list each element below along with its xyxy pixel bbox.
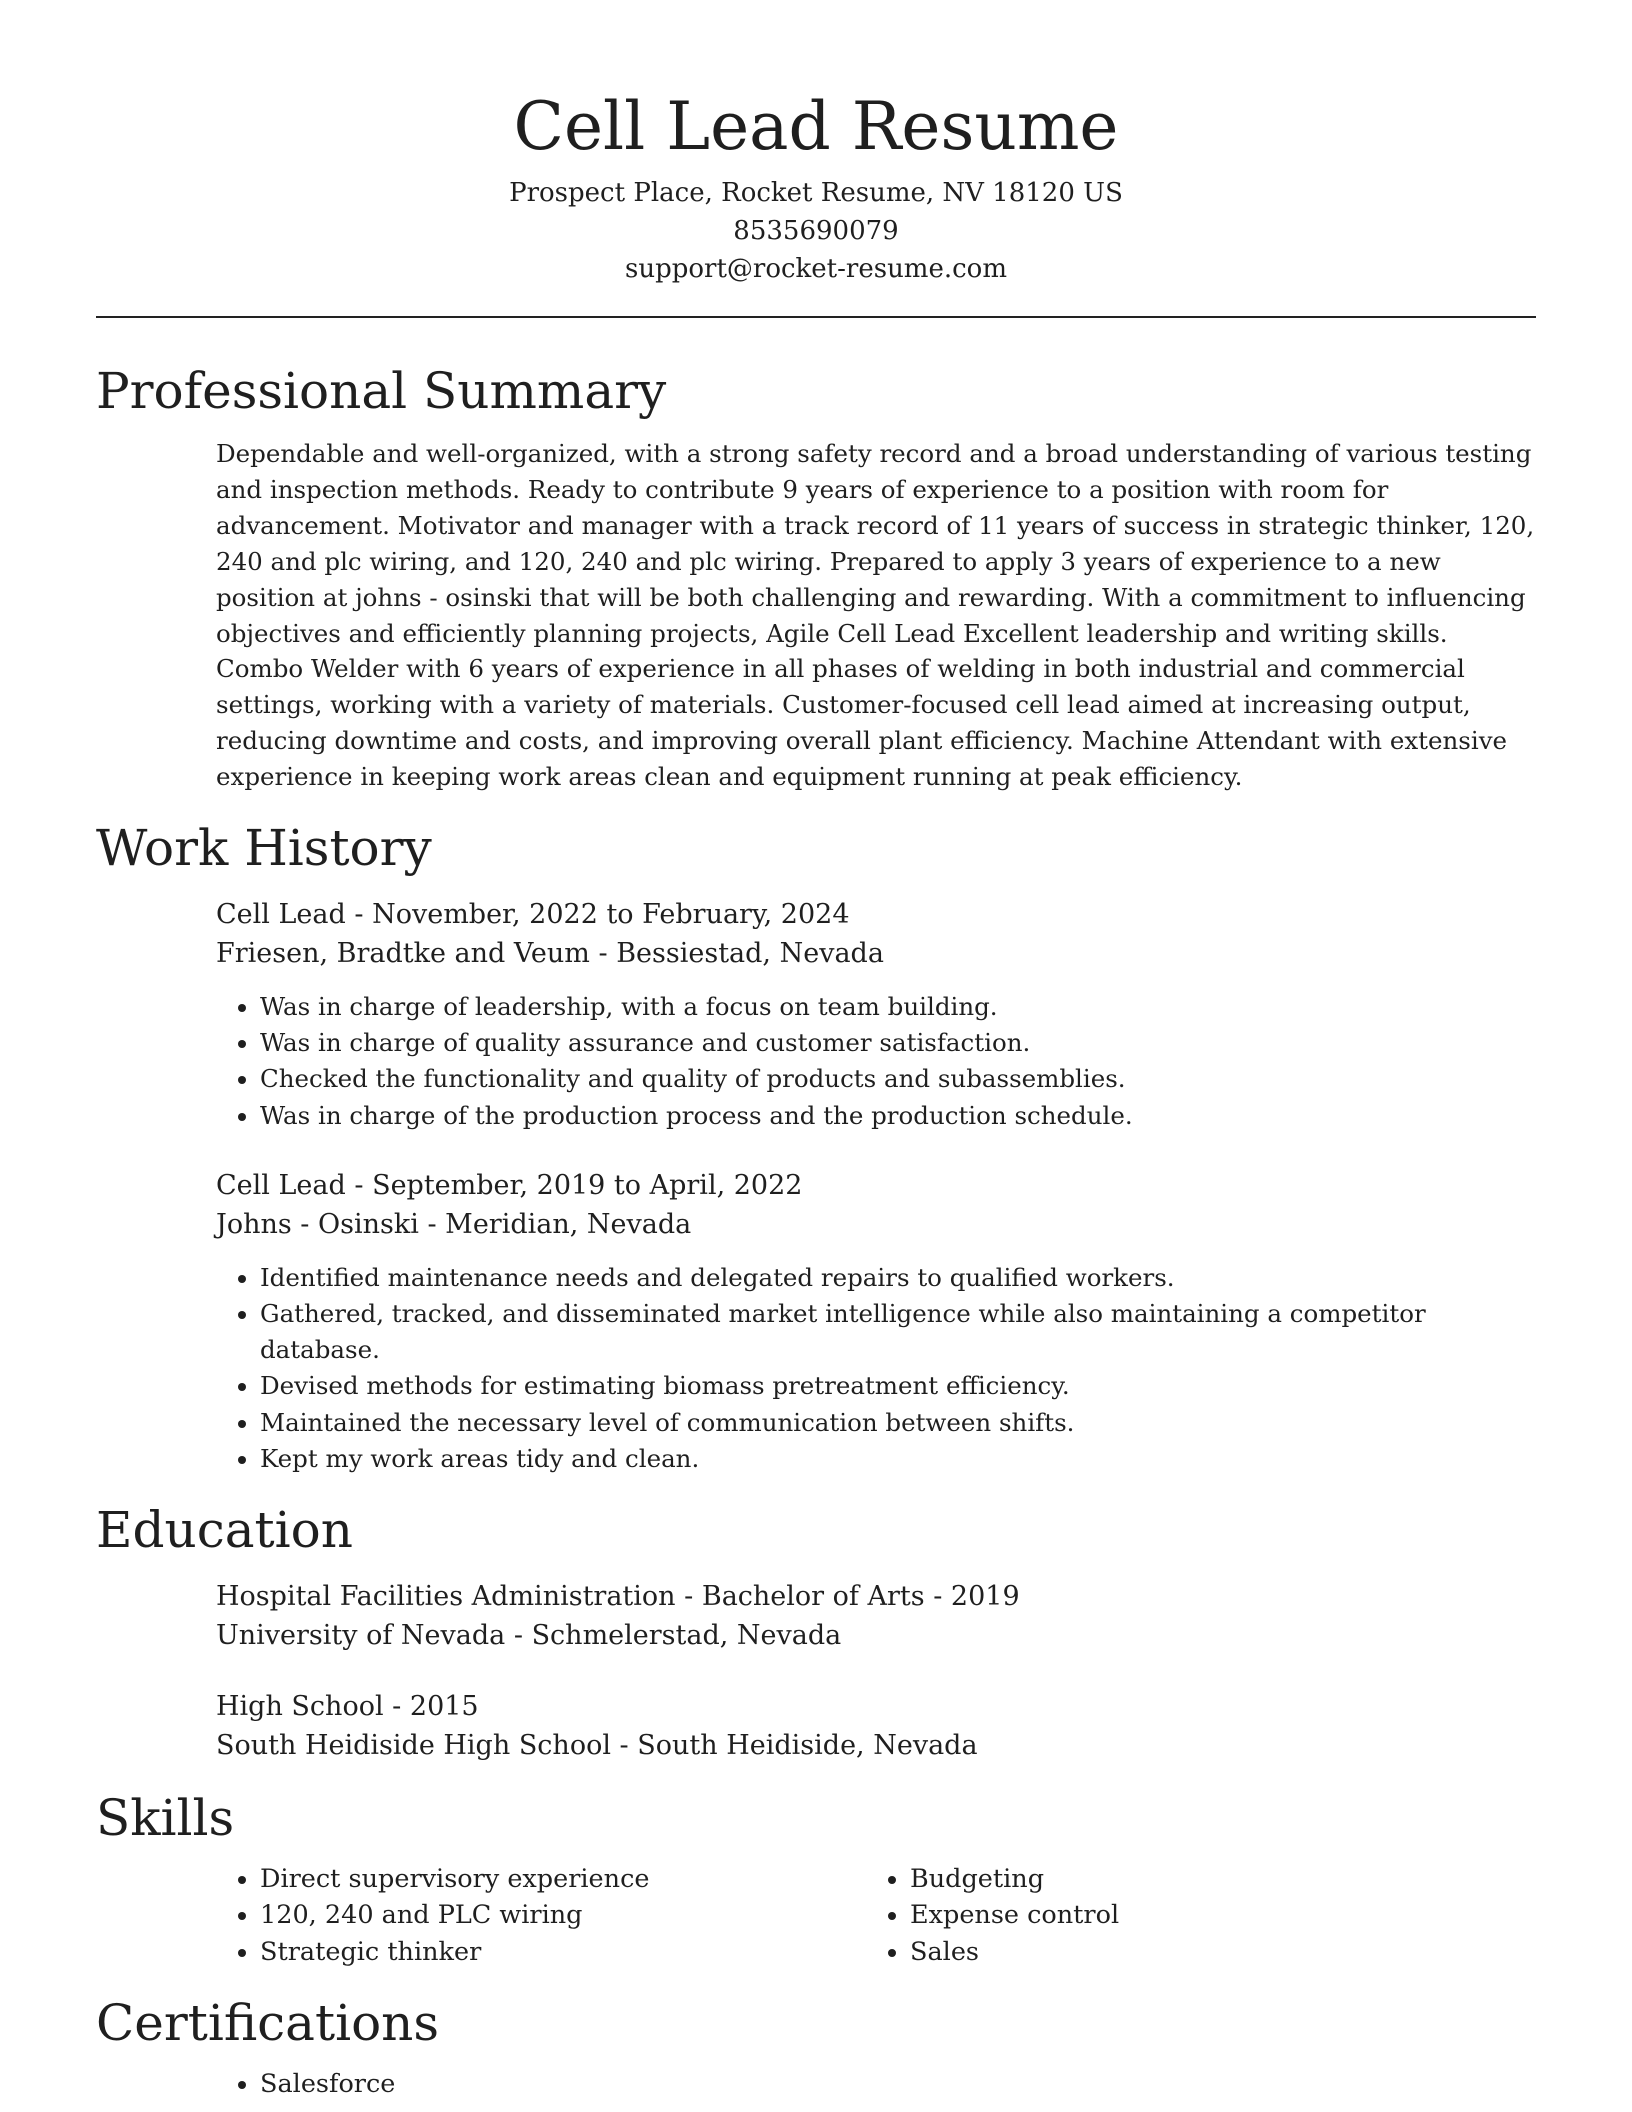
section-work-history: [96, 815, 1536, 1477]
job-company-line: [216, 934, 1536, 973]
separator: -: [345, 1169, 373, 1201]
contact-block: [96, 174, 1536, 288]
certifications-list: [216, 2066, 1536, 2102]
job-dates: November, 2022 to February, 2024: [372, 899, 850, 931]
education-school-line: [216, 1726, 1536, 1765]
job-company-line: [216, 1205, 1536, 1244]
separator: -: [505, 1620, 532, 1652]
contact-email: support@rocket-resume.com: [624, 254, 1007, 284]
education-field: Hospital Facilities Administration: [216, 1581, 676, 1613]
skills-column-right: [866, 1861, 1516, 1970]
skills-list: [866, 1861, 1516, 1970]
skills-column-left: [216, 1861, 866, 1970]
separator: -: [418, 1208, 446, 1240]
separator: -: [610, 1730, 638, 1762]
list-item: • Devised methods for estimating biomass pretreatment efficiency.: [260, 1368, 1536, 1404]
resume-header: [96, 0, 1536, 288]
job-entry: [216, 1166, 1536, 1477]
education-location: South Heidiside, Nevada: [637, 1730, 978, 1762]
job-title-line: [216, 895, 1536, 934]
education-degree-line: [216, 1687, 1536, 1726]
contact-address: Prospect Place, Rocket Resume, NV 18120 US: [509, 178, 1123, 208]
list-item: • Maintained the necessary level of communication between shifts.: [260, 1405, 1536, 1441]
separator: -: [383, 1691, 410, 1723]
contact-phone: 8535690079: [733, 216, 899, 246]
job-role: Cell Lead: [216, 899, 346, 931]
job-bullets: [216, 1260, 1536, 1477]
job-entry: [216, 895, 1536, 1134]
education-entry: [216, 1577, 1536, 1655]
section-title-education: Education: [96, 1501, 353, 1560]
list-item: • Was in charge of the production process and the production schedule.: [260, 1098, 1536, 1134]
job-bullets: [216, 989, 1536, 1134]
education-field: High School: [216, 1691, 384, 1723]
list-item: • Gathered, tracked, and disseminated market intelligence while also maintaining a competitor database.: [260, 1296, 1536, 1368]
job-title-line: [216, 1166, 1536, 1205]
job-company: Friesen, Bradtke and Veum: [216, 938, 590, 970]
list-item: • Kept my work areas tidy and clean.: [260, 1441, 1536, 1477]
education-school: South Heidiside High School: [216, 1730, 611, 1762]
separator: -: [675, 1581, 702, 1613]
skill-item: • Budgeting: [910, 1861, 1516, 1897]
job-role: Cell Lead: [216, 1169, 346, 1201]
education-location: Schmelerstad, Nevada: [531, 1620, 842, 1652]
education-year: 2019: [950, 1581, 1020, 1613]
job-company: Johns - Osinski: [216, 1208, 419, 1240]
skill-item: • Expense control: [910, 1897, 1516, 1933]
section-title-certifications: Certifications: [96, 1993, 440, 2052]
education-degree: Bachelor of Arts: [701, 1581, 925, 1613]
skill-item: • Strategic thinker: [260, 1934, 866, 1970]
section-education: [96, 1497, 1536, 1765]
education-school-line: [216, 1616, 1536, 1655]
section-title-skills: Skills: [96, 1789, 235, 1848]
education-school: University of Nevada: [216, 1620, 506, 1652]
job-location: Bessiestad, Nevada: [616, 938, 884, 970]
section-title-summary: Professional Summary: [96, 362, 667, 420]
certification-item: • Salesforce: [260, 2066, 1536, 2102]
separator: -: [589, 938, 617, 970]
education-degree-line: [216, 1577, 1536, 1616]
skills-list: [216, 1861, 866, 1970]
section-title-work-history: Work History: [96, 819, 432, 878]
list-item: • Was in charge of quality assurance and customer satisfaction.: [260, 1025, 1536, 1061]
list-item: • Checked the functionality and quality of products and subassemblies.: [260, 1061, 1536, 1097]
resume-page: [96, 0, 1536, 2102]
section-professional-summary: [96, 358, 1536, 795]
job-location: Meridian, Nevada: [445, 1208, 692, 1240]
list-item: • Identified maintenance needs and delegated repairs to qualified workers.: [260, 1260, 1536, 1296]
job-dates: September, 2019 to April, 2022: [372, 1169, 803, 1201]
resume-title: Cell Lead Resume: [513, 88, 1119, 165]
skill-item: • Direct supervisory experience: [260, 1861, 866, 1897]
education-entry: [216, 1687, 1536, 1765]
section-skills: [96, 1785, 1536, 1970]
separator: -: [924, 1581, 951, 1613]
section-certifications: [96, 1990, 1536, 2102]
skills-grid: [216, 1861, 1536, 1970]
summary-text: Dependable and well-organized, with a strong safety record and a broad understanding of various testing and inspection methods. Ready to contribute 9 years of experience to a position with room for advancement. Motivator and manager with a track record of 11 years of success in strategic thinker, 120, 240 and plc wiring, and 120, 240 and plc wiring. Prepared to apply 3 years of experience to a new position at johns - osinski that will be both challenging and rewarding. With a commitment to influencing objectives and efficiently planning projects, Agile Cell Lead Excellent leadership and writing skills. Combo Welder with 6 years of experience in all phases of welding in both industrial and commercial settings, working with a variety of materials. Customer-focused cell lead aimed at increasing output, reducing downtime and costs, and improving overall plant efficiency. Machine Attendant with extensive experience in keeping work areas clean and equipment running at peak efficiency.: [216, 439, 1535, 792]
skill-item: • 120, 240 and PLC wiring: [260, 1897, 866, 1933]
separator: -: [345, 899, 373, 931]
education-year: 2015: [409, 1691, 479, 1723]
skill-item: • Sales: [910, 1934, 1516, 1970]
header-divider: [96, 316, 1536, 318]
list-item: • Was in charge of leadership, with a focus on team building.: [260, 989, 1536, 1025]
